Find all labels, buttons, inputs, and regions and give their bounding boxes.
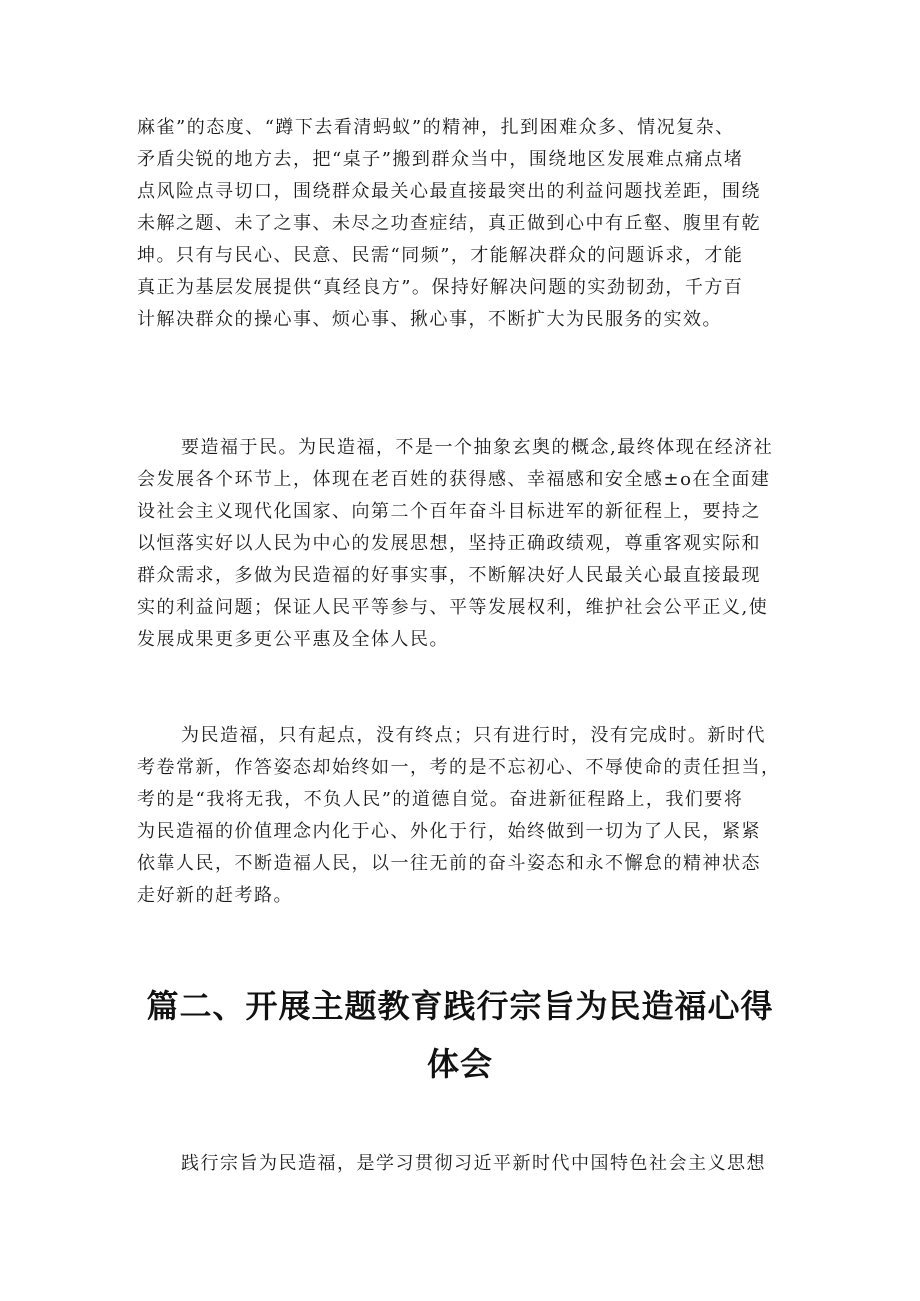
section-heading: 篇二、开展主题教育践行宗旨为民造福心得 [146,987,774,1025]
paragraph-2 [137,432,789,656]
paragraph-1 [137,112,789,336]
text-line: 麻雀”的态度、“蹲下去看清蚂蚁”的精神，扎到困难众多、情况复杂、 [137,117,735,138]
text-line: 要造福于民。为民造福，不是一个抽象玄奥的概念,最终体现在经济社 [181,437,774,458]
text-line: 依靠人民，不断造福人民，以一往无前的奋斗姿态和永不懈怠的精神状态 [137,853,761,874]
text-line: 实的利益问题；保证人民平等参与、平等发展权利，维护社会公平正义,使 [137,597,769,618]
text-line: 会发展各个环节上，体现在老百姓的获得感、幸福感和安全感±o在全面建 [137,469,771,490]
paragraph-3 [137,720,789,912]
text-line: 为民造福，只有起点，没有终点；只有进行时，没有完成时。新时代 [181,725,766,746]
text-line: 考卷常新，作答姿态却始终如一，考的是不忘初心、不辱使命的责任担当， [137,757,781,778]
text-line: 发展成果更多更公平惠及全体人民。 [137,629,449,650]
section-heading-continuation: 体会 [426,1045,493,1083]
text-line: 点风险点寻切口，围绕群众最关心最直接最突出的利益问题找差距，围绕 [137,181,761,202]
text-line: 群众需求，多做为民造福的好事实事，不断解决好人民最关心最直接最现 [137,565,761,586]
paragraph-4 [137,1148,817,1180]
text-line: 设社会主义现代化国家、向第二个百年奋斗目标进军的新征程上，要持之 [137,501,761,522]
text-line: 走好新的赶考路。 [137,885,293,906]
text-line: 以恒落实好以人民为中心的发展思想，坚持正确政绩观，尊重客观实际和 [137,533,761,554]
text-line: 践行宗旨为民造福，是学习贯彻习近平新时代中国特色社会主义思想 [181,1153,766,1174]
text-line: 真正为基层发展提供“真经良方”。保持好解决问题的实劲韧劲，千方百 [137,277,744,298]
text-line: 计解决群众的操心事、烦心事、揪心事，不断扩大为民服务的实效。 [137,309,722,330]
text-line: 矛盾尖锐的地方去，把“桌子”搬到群众当中，围绕地区发展难点痛点堵 [137,149,744,170]
text-line: 考的是“我将无我，不负人民”的道德自觉。奋进新征程路上，我们要将 [137,789,744,810]
text-line: 坤。只有与民心、民意、民需“同频”，才能解决群众的问题诉求，才能 [137,245,744,266]
text-line: 未解之题、未了之事、未尽之功查症结，真正做到心中有丘壑、腹里有乾 [137,213,761,234]
text-line: 为民造福的价值理念内化于心、外化于行，始终做到一切为了人民，紧紧 [137,821,761,842]
